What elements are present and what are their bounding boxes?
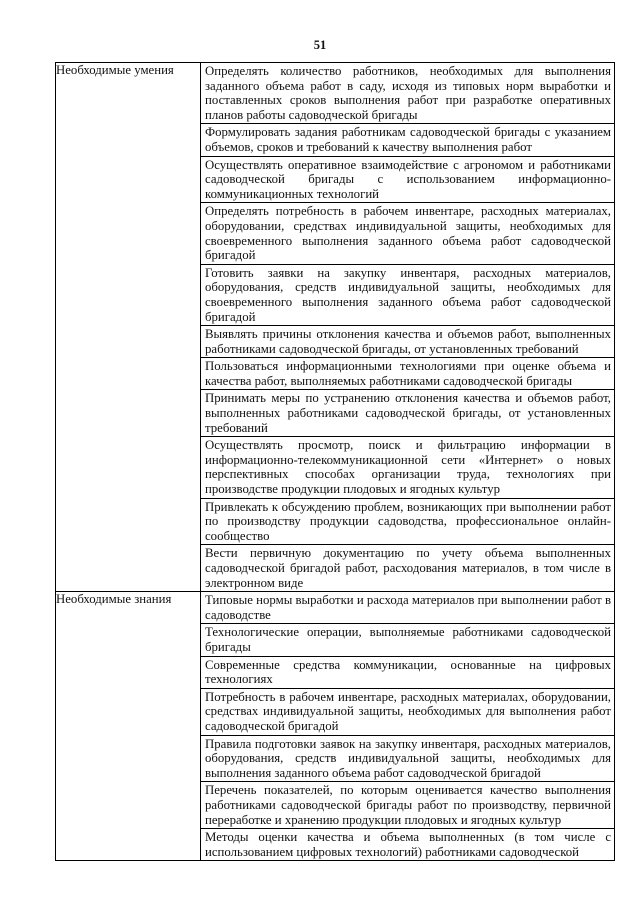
- row-label-knowledge: Необходимые знания: [56, 592, 201, 861]
- list-item: Формулировать задания работникам садоводческой бригады с указанием объемов, сроков и требований к качеству выполнения работ: [201, 123, 614, 155]
- list-item: Принимать меры по устранению отклонения качества и объемов работ, выполненных работниками садоводческой бригады, от установленных требований: [201, 389, 614, 436]
- list-item: Технологические операции, выполняемые работниками садоводческой бригады: [201, 623, 614, 655]
- list-item: Типовые нормы выработки и расхода материалов при выполнении работ в садоводстве: [205, 593, 611, 622]
- table-row-knowledge: [56, 592, 615, 861]
- list-item: Выявлять причины отклонения качества и объемов работ, выполненных работниками садоводческой бригады, от установленных требований: [201, 325, 614, 357]
- list-item: Готовить заявки на закупку инвентаря, расходных материалов, оборудования, средств индивидуальной защиты, необходимых для своевременного выполнения заданного объема работ садоводческой бригадой: [201, 264, 614, 325]
- list-item: Определять потребность в рабочем инвентаре, расходных материалах, оборудовании, средствах индивидуальной защиты, необходимых для своевременного выполнения заданного объема работ садоводческой бригадой: [201, 202, 614, 263]
- row-label-skills: Необходимые умения: [56, 63, 201, 592]
- list-item: Пользоваться информационными технологиями при оценке объема и качества работ, выполняемых работниками садоводческой бригады: [201, 357, 614, 389]
- knowledge-list: [201, 592, 615, 861]
- list-item: Методы оценки качества и объема выполненных (в том числе с использованием цифровых технологий) работниками садоводческой: [201, 828, 614, 860]
- page-number: 51: [313, 38, 327, 52]
- list-item: Осуществлять оперативное взаимодействие с агрономом и работниками садоводческой бригады с использованием информационно-коммуникационных технологий: [201, 156, 614, 203]
- list-item: Перечень показателей, по которым оценивается качество выполнения работниками садоводческой бригады работ по производству, первичной переработке и хранению продукции плодовых и ягодных культур: [201, 781, 614, 828]
- list-item: Привлекать к обсуждению проблем, возникающих при выполнении работ по производству продукции садоводства, профессиональное онлайн-сообщество: [201, 498, 614, 545]
- list-item: Осуществлять просмотр, поиск и фильтрацию информации в информационно-телекоммуникационной сети «Интернет» о новых перспективных способах организации труда, технологиях при производстве продукции плодовых и ягодных культур: [201, 436, 614, 497]
- skills-list: [201, 63, 615, 592]
- list-item: Вести первичную документацию по учету объема выполненных садоводческой бригадой работ, расходования материалов, в том числе в электронном виде: [201, 544, 614, 591]
- requirements-table: [55, 62, 615, 861]
- list-item: Определять количество работников, необходимых для выполнения заданного объема работ в саду, исходя из типовых норм выработки и поставленных сроков выполнения работ при разработке оперативных планов работы садоводческой бригады: [205, 64, 611, 122]
- list-item: Потребность в рабочем инвентаре, расходных материалах, оборудовании, средствах индивидуальной защиты, необходимых для выполнения работ садоводческой бригадой: [201, 688, 614, 735]
- list-item: Правила подготовки заявок на закупку инвентаря, расходных материалов, оборудования, средств индивидуальной защиты, необходимых для выполнения заданного объема работ садоводческой бригадой: [201, 735, 614, 782]
- list-item: Современные средства коммуникации, основанные на цифровых технологиях: [201, 656, 614, 688]
- table-row-skills: [56, 63, 615, 592]
